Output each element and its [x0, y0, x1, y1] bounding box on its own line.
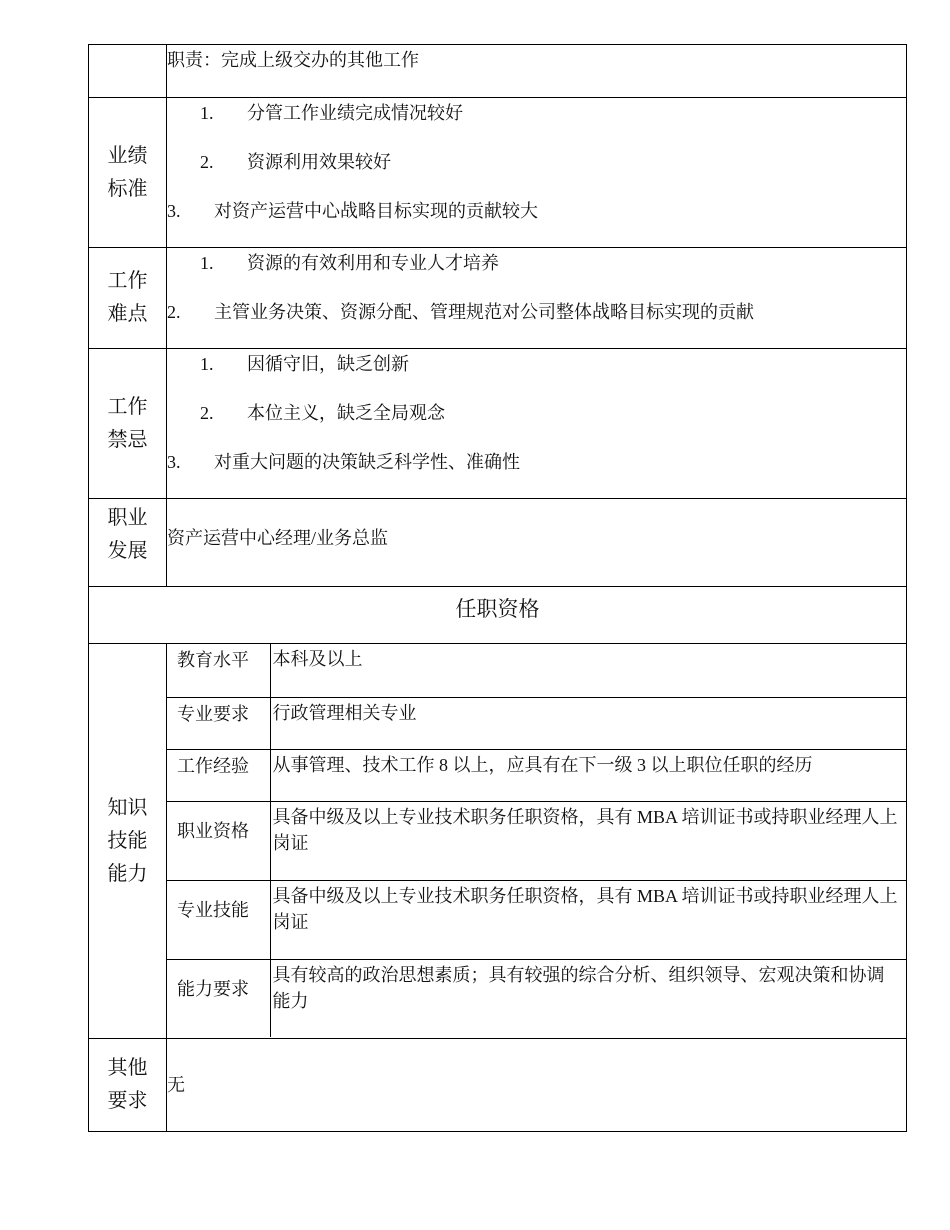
- other-label: 其他要求: [107, 1057, 148, 1112]
- qualification-title-row: [89, 587, 907, 644]
- list-item: [167, 353, 906, 375]
- qualification-table: [167, 644, 906, 1037]
- performance-row: [89, 98, 907, 248]
- list-number: 2.: [167, 302, 181, 322]
- table-row: [167, 801, 906, 880]
- list-text: 资源利用效果较好: [247, 152, 391, 172]
- row-value: 具有较高的政治思想素质；具有较强的综合分析、组织领导、宏观决策和协调能力: [270, 959, 906, 1037]
- list-number: 3.: [167, 201, 181, 221]
- table-row: [167, 697, 906, 749]
- qualification-cell: [167, 644, 907, 1039]
- table-row: [167, 644, 906, 697]
- row-value: 具备中级及以上专业技术职务任职资格，具有 MBA 培训证书或持职业经理人上岗证: [270, 880, 906, 959]
- list-item: [167, 200, 906, 222]
- list-text: 分管工作业绩完成情况较好: [247, 103, 463, 123]
- duty-cell: [167, 45, 907, 98]
- row-value: 本科及以上: [270, 644, 906, 697]
- list-item: [167, 402, 906, 424]
- difficulty-label-cell: [89, 248, 167, 349]
- row-value: 具备中级及以上专业技术职务任职资格，具有 MBA 培训证书或持职业经理人上岗证: [270, 801, 906, 880]
- duty-label-cell: [89, 45, 167, 98]
- row-key: 专业要求: [167, 697, 270, 749]
- difficulty-cell: [167, 248, 907, 349]
- performance-cell: [167, 98, 907, 248]
- performance-label: 业绩标准: [107, 144, 148, 200]
- career-label-cell: [89, 499, 167, 587]
- career-text: 资产运营中心经理/业务总监: [167, 527, 388, 548]
- list-number: 3.: [167, 452, 181, 472]
- row-key: 教育水平: [167, 644, 270, 697]
- list-text: 因循守旧，缺乏创新: [247, 354, 409, 374]
- list-number: 1.: [200, 354, 214, 374]
- career-row: [89, 499, 907, 587]
- qualification-row: [89, 644, 907, 1039]
- duty-row: [89, 45, 907, 98]
- list-item: [167, 151, 906, 173]
- table-row: [167, 959, 906, 1037]
- row-key: 能力要求: [167, 959, 270, 1037]
- row-key: 职业资格: [167, 801, 270, 880]
- row-value: 从事管理、技术工作 8 以上，应具有在下一级 3 以上职位任职的经历: [270, 749, 906, 801]
- row-key: 专业技能: [167, 880, 270, 959]
- main-table: [88, 44, 907, 1132]
- duty-text: 职责：完成上级交办的其他工作: [167, 50, 419, 70]
- career-label: 职业发展: [107, 507, 148, 562]
- other-row: [89, 1039, 907, 1132]
- list-text: 主管业务决策、资源分配、管理规范对公司整体战略目标实现的贡献: [214, 302, 754, 322]
- list-text: 对重大问题的决策缺乏科学性、准确性: [214, 452, 520, 472]
- other-text: 无: [167, 1075, 185, 1095]
- list-item: [167, 252, 906, 274]
- section-title: 任职资格: [89, 587, 907, 644]
- taboo-cell: [167, 349, 907, 499]
- taboo-row: [89, 349, 907, 499]
- taboo-label-cell: [89, 349, 167, 499]
- difficulty-label: 工作难点: [107, 270, 148, 325]
- qualification-label: 知识技能能力: [107, 796, 148, 885]
- list-text: 本位主义，缺乏全局观念: [247, 403, 445, 423]
- difficulty-row: [89, 248, 907, 349]
- list-text: 对资产运营中心战略目标实现的贡献较大: [214, 201, 538, 221]
- list-number: 2.: [200, 152, 214, 172]
- list-item: [167, 301, 906, 323]
- other-label-cell: [89, 1039, 167, 1132]
- table-row: [167, 880, 906, 959]
- performance-label-cell: [89, 98, 167, 248]
- qualification-label-cell: [89, 644, 167, 1039]
- job-description-table: [88, 44, 906, 1132]
- row-key: 工作经验: [167, 749, 270, 801]
- list-text: 资源的有效利用和专业人才培养: [247, 253, 499, 273]
- row-value: 行政管理相关专业: [270, 697, 906, 749]
- career-cell: [167, 499, 907, 587]
- list-number: 1.: [200, 253, 214, 273]
- table-row: [167, 749, 906, 801]
- list-item: [167, 451, 906, 473]
- list-number: 2.: [200, 403, 214, 423]
- other-cell: [167, 1039, 907, 1132]
- list-number: 1.: [200, 103, 214, 123]
- taboo-label: 工作禁忌: [107, 395, 148, 451]
- list-item: [167, 102, 906, 124]
